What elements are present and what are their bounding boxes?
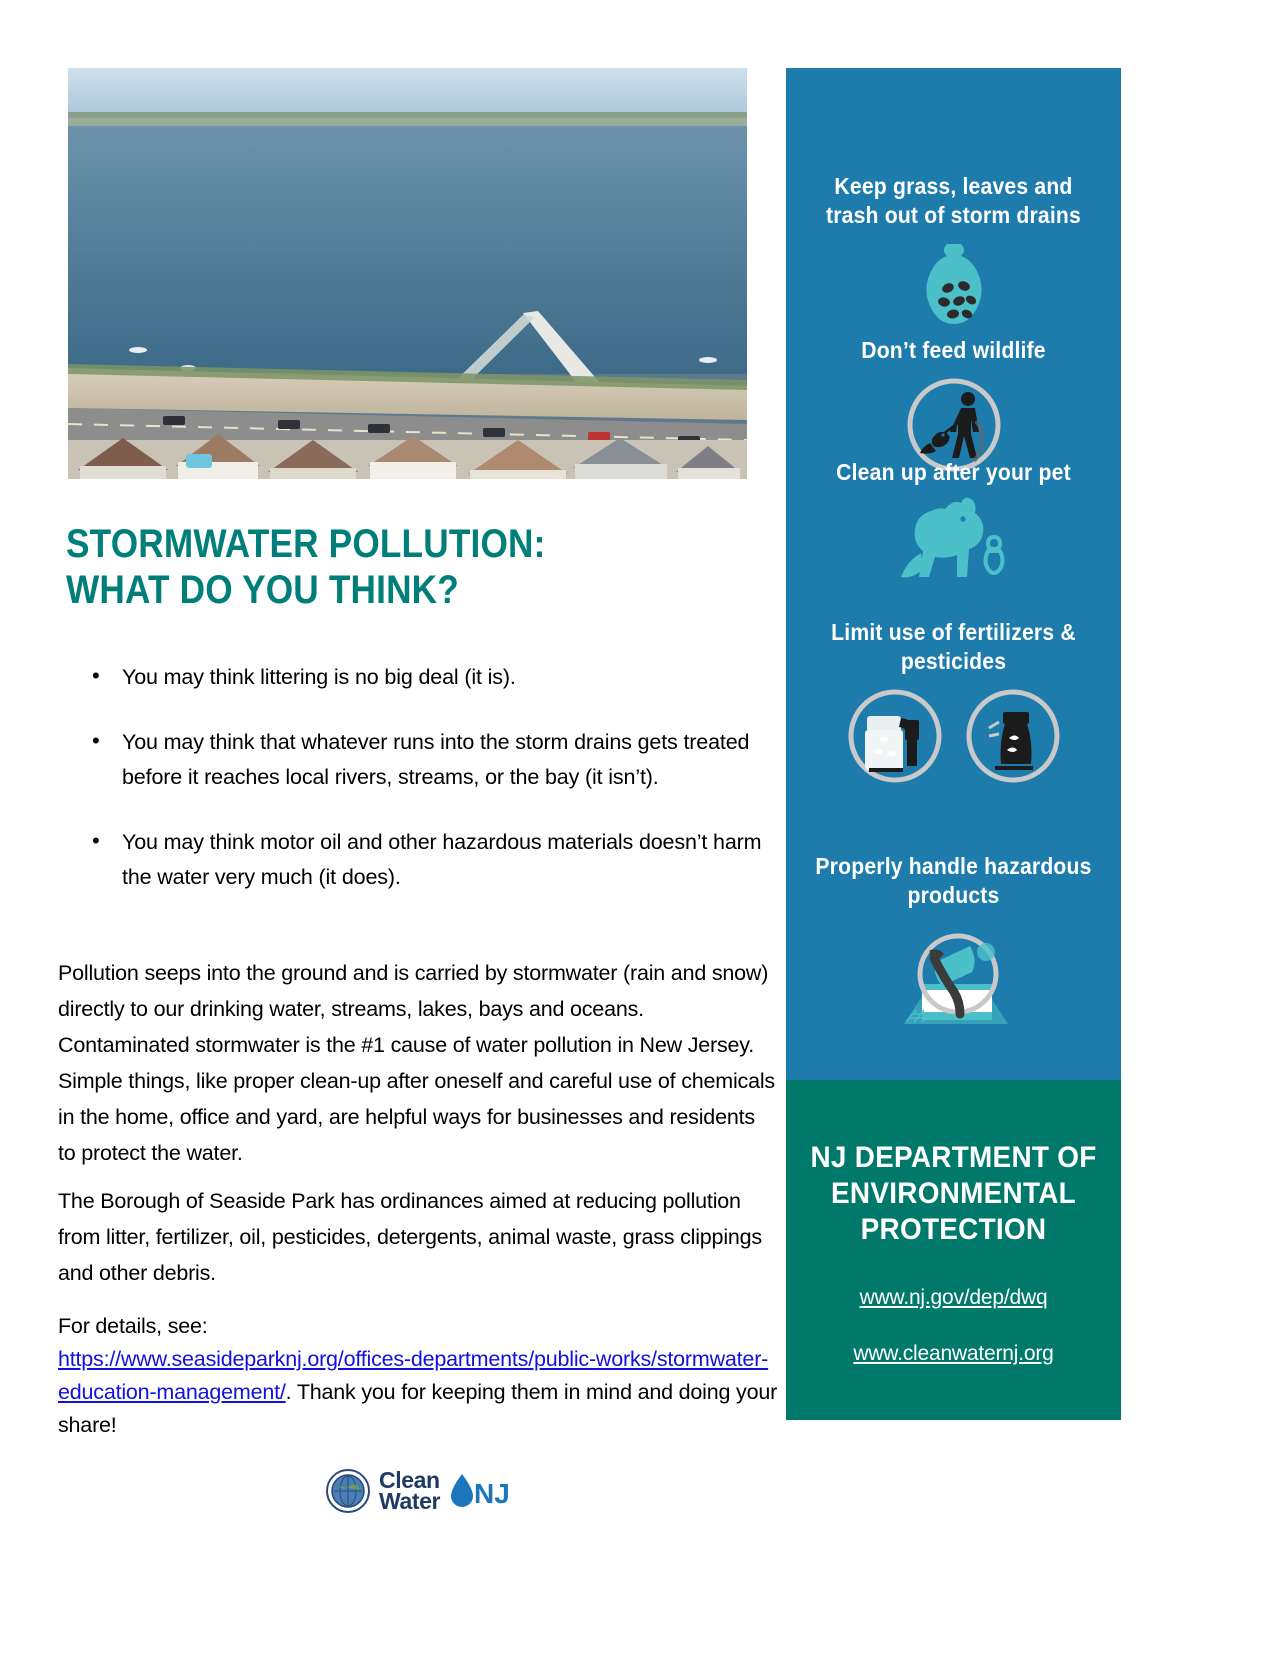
njdep-info — [786, 1140, 1121, 1366]
list-item: • You may think motor oil and other hazardous materials doesn’t harm the water very much (it does). — [88, 825, 778, 895]
tip-label: Limit use of fertilizers & pesticides — [831, 619, 1076, 674]
njdep-dwq-link[interactable]: www.nj.gov/dep/dwq — [859, 1286, 1048, 1309]
page-title — [66, 521, 682, 613]
tip-icon-wrap — [786, 495, 1121, 591]
njdep-title-line-1: NJ DEPARTMENT OF — [810, 1141, 1097, 1174]
tip-label: Don’t feed wildlife — [861, 337, 1046, 363]
body-paragraph-ordinances: The Borough of Seaside Park has ordinances aimed at reducing pollution from litter, fertilizer, oil, pesticides, detergents, animal waste, grass clippings and other debris. — [58, 1189, 762, 1285]
njdep-seal-icon — [325, 1468, 371, 1514]
headline-line-2: WHAT DO YOU THINK? — [66, 568, 459, 612]
dog-with-waste-bag-icon — [893, 495, 1015, 591]
tip-limit-fertilizers-pesticides — [786, 618, 1121, 788]
logo-word-nj: NJ — [474, 1478, 510, 1509]
no-dumping-into-storm-drain-icon — [886, 918, 1022, 1040]
water-droplet-icon — [448, 1470, 520, 1512]
tip-handle-hazardous-products — [786, 852, 1121, 1040]
aerial-bay-photo — [68, 68, 747, 479]
details-tail-text: . Thank you for keeping them in mind and doing your share! — [58, 1380, 778, 1437]
list-item: • You may think that whatever runs into the storm drains gets treated before it reaches local rivers, streams, or the bay (it isn’t). — [88, 725, 778, 795]
njdep-title-line-2: ENVIRONMENTAL — [831, 1177, 1076, 1210]
tip-label: Clean up after your pet — [836, 459, 1071, 485]
logo-nj-droplet — [448, 1470, 520, 1512]
tip-label: Keep grass, leaves and trash out of storm drains — [825, 173, 1082, 228]
headline-line-1: STORMWATER POLLUTION: — [66, 522, 546, 566]
tip-clean-up-after-pet — [786, 458, 1121, 591]
photo-illustration — [68, 68, 747, 479]
tip-icon-wrap — [786, 684, 1121, 788]
tip-label: Properly handle hazardous products — [815, 853, 1092, 908]
body-paragraph-pollution: Pollution seeps into the ground and is carried by stormwater (rain and snow) directly to our drinking water, streams, lakes, bays and oceans. Contaminated stormwater is the #1 cause of water pollution in New Jersey. Simple things, like proper clean-up after oneself and careful use of chemicals in the home, office and yard, are helpful ways for businesses and residents to protect the water. — [58, 961, 775, 1165]
njdep-title-line-3: PROTECTION — [860, 1213, 1047, 1246]
logo-wordmark — [379, 1467, 441, 1514]
trash-bag-icon — [911, 238, 997, 334]
no-pesticide-spray-icon — [961, 684, 1065, 788]
tip-icon-wrap — [786, 918, 1121, 1040]
logo-word-clean: Clean — [379, 1467, 440, 1493]
body-paragraph-details — [58, 1310, 778, 1442]
details-lead-text: For details, see: — [58, 1314, 208, 1338]
seaside-park-stormwater-link[interactable]: https://www.seasideparknj.org/offices-departments/public-works/stormwater-education-management/ — [58, 1347, 769, 1404]
tip-dont-feed-wildlife — [786, 336, 1121, 473]
tip-icon-wrap — [786, 238, 1121, 334]
cleanwaternj-link[interactable]: www.cleanwaternj.org — [853, 1342, 1054, 1365]
no-fertilizer-spreader-icon — [843, 684, 947, 788]
list-item: • You may think littering is no big deal (it is). — [88, 660, 778, 695]
clean-water-nj-logo — [325, 1468, 520, 1514]
njdep-title — [798, 1140, 1110, 1248]
misconception-bullet-list — [88, 660, 778, 925]
logo-word-water: Water — [379, 1488, 441, 1514]
tip-keep-grass-out-of-drains — [786, 172, 1121, 334]
